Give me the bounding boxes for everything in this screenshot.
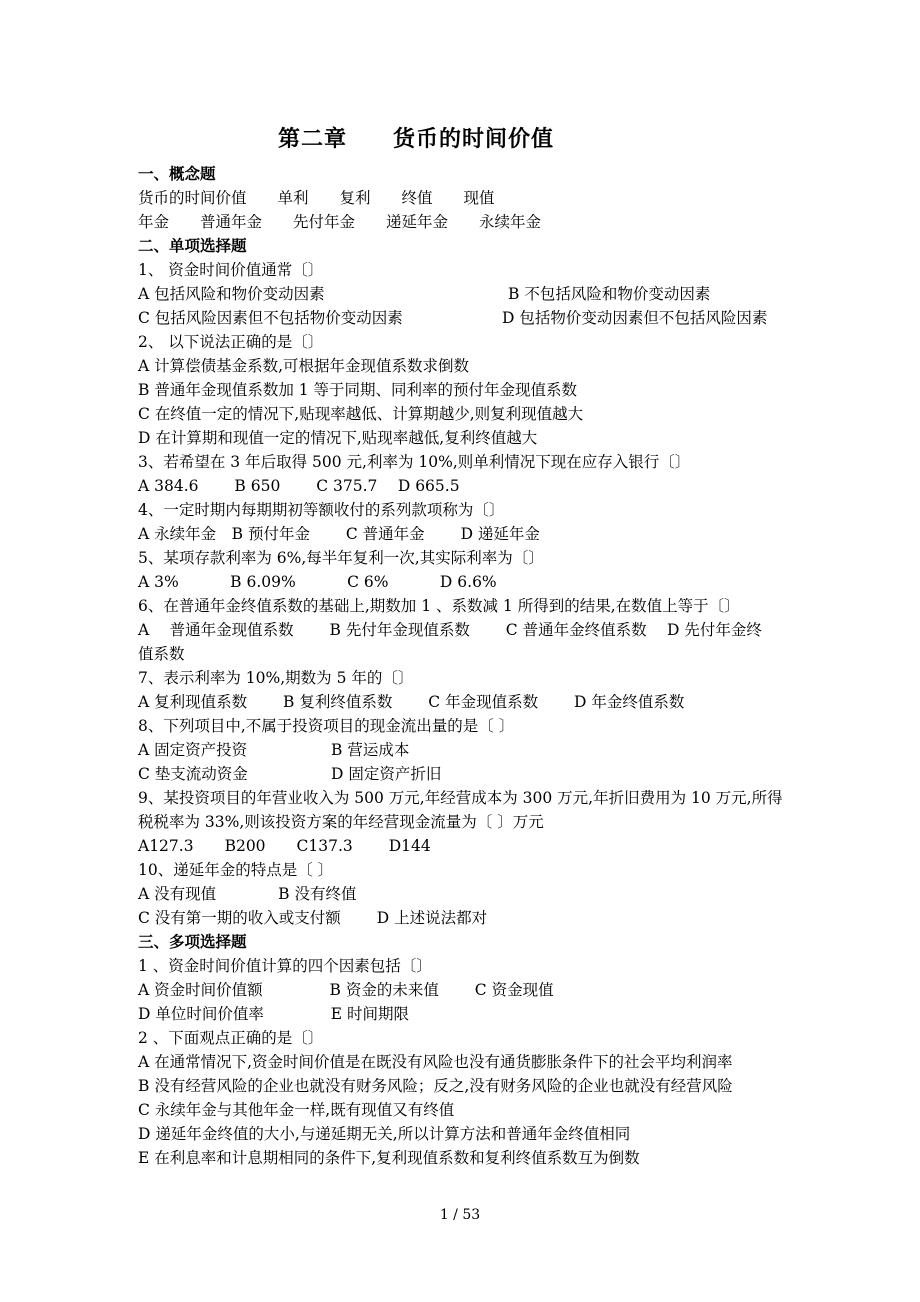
option: A 包括风险和物价变动因素: [138, 285, 325, 303]
option: C 在终值一定的情况下,贴现率越低、计算期越少,则复利现值越大: [138, 405, 584, 423]
question: 6、在普通年金终值系数的基础上,期数加 1 、系数减 1 所得到的结果,在数值上等于〔〕: [138, 597, 740, 615]
option-row: A127.3 B200 C137.3 D144: [138, 837, 431, 855]
option: A 在通常情况下,资金时间价值是在既没有风险也没有通货膨胀条件下的社会平均利润率: [138, 1053, 733, 1071]
option: D 递延年金终值的大小,与递延期无关,所以计算方法和普通年金终值相同: [138, 1125, 631, 1143]
option: C 包括风险因素但不包括物价变动因素: [138, 309, 403, 327]
question: 4、一定时期内每期期初等额收付的系列款项称为〔〕: [138, 501, 505, 519]
option-row: A 普通年金现值系数 B 先付年金现值系数 C 普通年金终值系数 D 先付年金终: [138, 621, 762, 639]
option: B 不包括风险和物价变动因素: [508, 285, 711, 303]
document-body: [138, 162, 788, 1170]
section-heading: 二、单项选择题: [138, 236, 247, 255]
option: C 垫支流动资金: [138, 765, 248, 783]
page-number: 1 / 53: [439, 1207, 481, 1223]
option: C 永续年金与其他年金一样,既有现值又有终值: [138, 1101, 455, 1119]
option: B 营运成本: [331, 741, 410, 759]
question: 3、若希望在 3 年后取得 500 元,利率为 10%,则单利情况下现在应存入银行〔〕: [138, 453, 691, 471]
question: 2、 以下说法正确的是〔〕: [138, 333, 324, 351]
option: D 在计算期和现值一定的情况下,贴现率越低,复利终值越大: [138, 429, 538, 447]
option: B 普通年金现值系数加 1 等于同期、同利率的预付年金现值系数: [138, 381, 578, 399]
question: 1、 资金时间价值通常〔〕: [138, 261, 324, 279]
question: 8、下列项目中,不属于投资项目的现金流出量的是〔 〕: [138, 717, 515, 735]
option: A 计算偿债基金系数,可根据年金现值系数求倒数: [138, 357, 470, 375]
option: B 没有经营风险的企业也就没有财务风险；反之,没有财务风险的企业也就没有经营风险: [138, 1077, 733, 1095]
option-row: A 复利现值系数 B 复利终值系数 C 年金现值系数 D 年金终值系数: [138, 693, 685, 711]
option-row: A 没有现值 B 没有终值: [138, 885, 357, 903]
question: 5、某项存款利率为 6%,每半年复利一次,其实际利率为〔〕: [138, 549, 544, 567]
question: 2 、下面观点正确的是〔〕: [138, 1029, 324, 1047]
option: D 固定资产折旧: [331, 765, 442, 783]
concept-terms: 货币的时间价值 单利 复利 终值 现值: [138, 189, 495, 207]
option-row: A 3% B 6.09% C 6% D 6.6%: [138, 573, 497, 591]
option-row: A 永续年金 B 预付年金 C 普通年金 D 递延年金: [138, 525, 540, 543]
option: D 包括物价变动因素但不包括风险因素: [502, 309, 768, 327]
option-row: C 没有第一期的收入或支付额 D 上述说法都对: [138, 909, 488, 927]
question-cont: 税税率为 33%,则该投资方案的年经营现金流量为〔 〕万元: [138, 813, 544, 831]
section-heading: 一、概念题: [138, 164, 216, 183]
section-heading: 三、多项选择题: [138, 932, 247, 951]
option: A 固定资产投资: [138, 741, 248, 759]
page-title: 第二章 货币的时间价值: [278, 126, 555, 152]
option-row: A 384.6 B 650 C 375.7 D 665.5: [138, 477, 460, 495]
option: E 在利息率和计息期相同的条件下,复利现值系数和复利终值系数互为倒数: [138, 1149, 640, 1167]
option-row: [138, 762, 788, 786]
option-row-cont: 值系数: [138, 645, 185, 663]
option-row: [138, 738, 788, 762]
option-row: A 资金时间价值额 B 资金的未来值 C 资金现值: [138, 981, 554, 999]
question: 10、递延年金的特点是〔 〕: [138, 861, 334, 879]
question: 9、某投资项目的年营业收入为 500 万元,年经营成本为 300 万元,年折旧费用为 10 万元,所得: [138, 789, 783, 807]
question: 7、表示利率为 10%,期数为 5 年的〔〕: [138, 669, 414, 687]
option-row: D 单位时间价值率 E 时间期限: [138, 1005, 410, 1023]
option-row: [138, 306, 788, 330]
option-row: [138, 282, 788, 306]
concept-terms: 年金 普通年金 先付年金 递延年金 永续年金: [138, 213, 542, 231]
question: 1 、资金时间价值计算的四个因素包括〔〕: [138, 957, 432, 975]
